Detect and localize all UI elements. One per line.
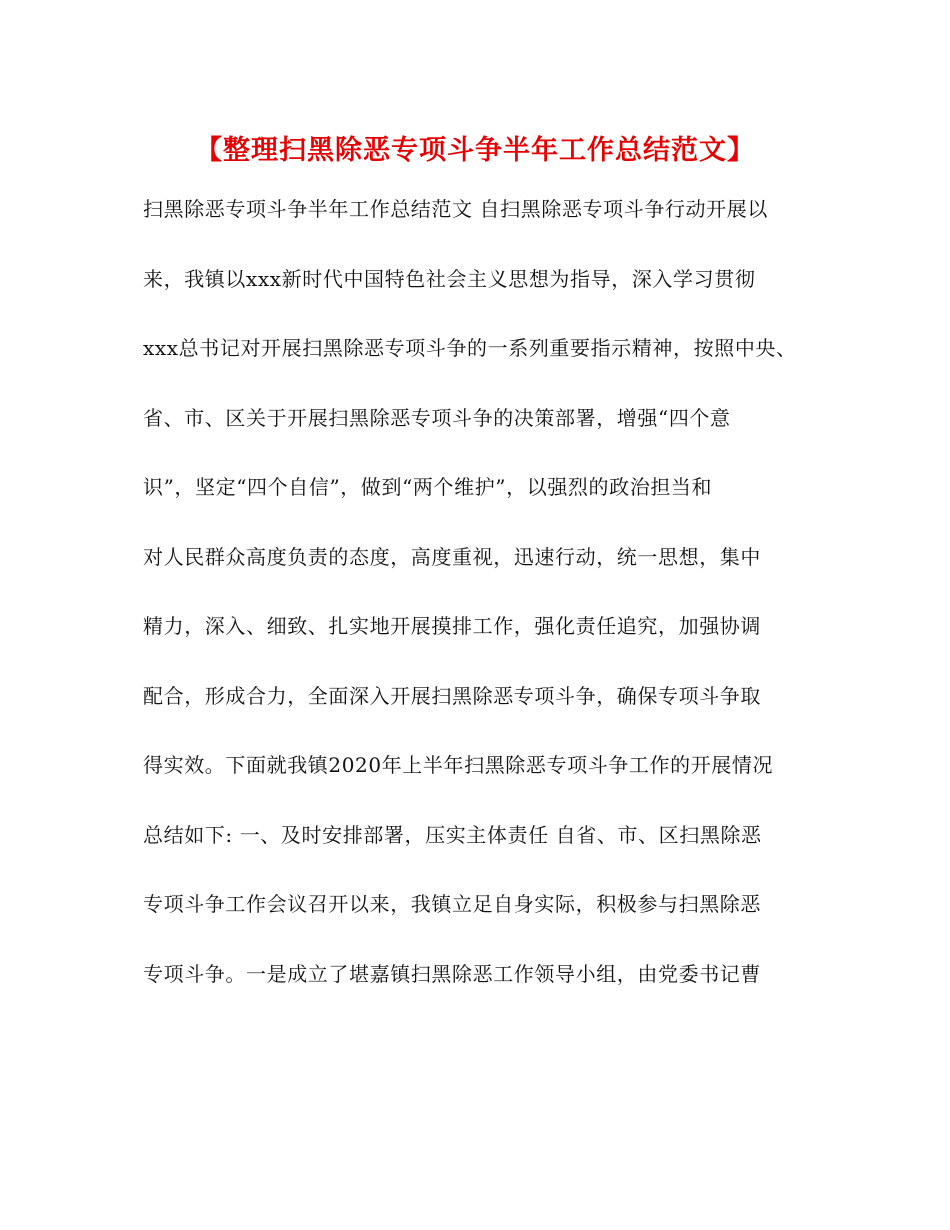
body-line: 总结如下: 一、及时安排部署，压实主体责任 自省、市、区扫黑除恶	[143, 822, 762, 847]
body-line: 扫黑除恶专项斗争半年工作总结范文 自扫黑除恶专项斗争行动开展以	[143, 197, 768, 221]
document-title: 【整理扫黑除恶专项斗争半年工作总结范文】	[195, 135, 755, 166]
document-body	[143, 186, 843, 1020]
body-line: 得实效。下面就我镇2020年上半年扫黑除恶专项斗争工作的开展情况	[143, 753, 774, 777]
body-line: 来，我镇以xxx新时代中国特色社会主义思想为指导，深入学习贯彻	[143, 266, 756, 291]
body-line: xxx总书记对开展扫黑除恶专项斗争的一系列重要指示精神，按照中央、	[143, 336, 797, 360]
body-line: 省、市、区关于开展扫黑除恶专项斗争的决策部署，增强“四个意	[143, 405, 731, 430]
body-line: 专项斗争工作会议召开以来，我镇立足自身实际，积极参与扫黑除恶	[143, 892, 761, 916]
body-line: 对人民群众高度负责的态度，高度重视，迅速行动，统一思想，集中	[143, 544, 761, 569]
body-line: 精力，深入、细致、扎实地开展摸排工作，强化责任追究，加强协调	[143, 614, 761, 638]
body-line: 识”，坚定“四个自信”，做到“两个维护”，以强烈的政治担当和	[143, 475, 713, 499]
body-line: 配合，形成合力，全面深入开展扫黑除恶专项斗争，确保专项斗争取	[143, 683, 761, 708]
body-line: 专项斗争。一是成立了堪嘉镇扫黑除恶工作领导小组，由党委书记曹	[143, 961, 761, 986]
